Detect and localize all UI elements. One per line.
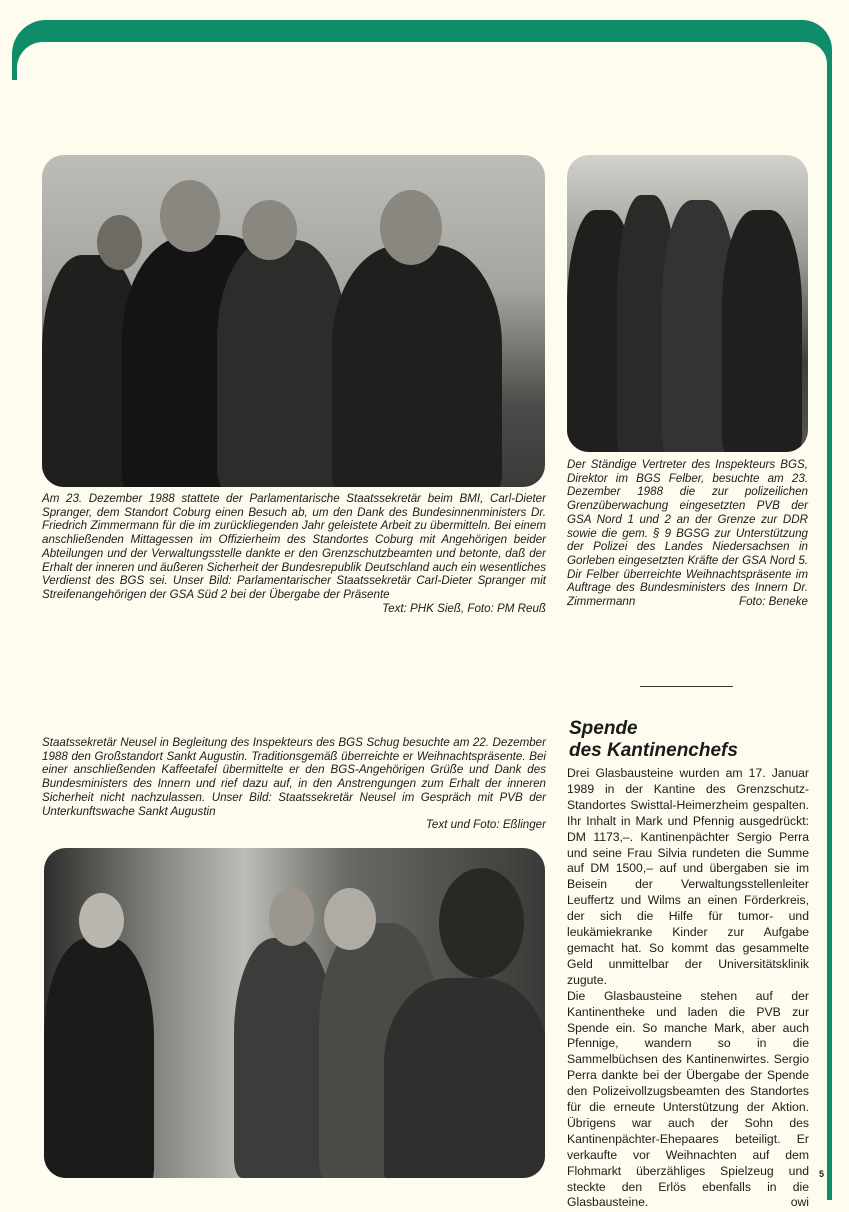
caption-neusel: Staatssekretär Neusel in Begleitung des Inspekteurs des BGS Schug besuchte am 22. Dezember 1988 den Großstandort Sankt Augustin. Traditionsgemäß überreichte er Weihnachtspräsente. Bei einer anschließenden Kaffeetafel übermittelte er den BGS-Angehörigen Grüße und Dank des Bundesministers des Innern und rief dazu auf, in den Anstrengungen zum Erhalt der inneren Sicherheit nicht nachzulassen. Unser Bild: Staatssekretär Neusel im Gespräch mit PVB der Unterkunftswache Sankt Augustin Text und Foto: Eßlinger [42, 736, 546, 832]
section-divider [640, 686, 733, 687]
article-headline: Spende des Kantinenchefs [569, 718, 738, 761]
green-frame-edge [827, 60, 832, 1200]
photo-credit: Text und Foto: Eßlinger [425, 818, 546, 832]
article-body [567, 766, 809, 1211]
caption-coburg: Am 23. Dezember 1988 stattete der Parlamentarische Staatssekretär beim BMI, Carl-Dieter Spranger, dem Standort Coburg einen Besuch ab, um den Dank des Bundesinnenministers Dr. Friedrich Zimmermann für die im zurückliegenden Jahr geleistete Arbeit zu übermitteln. Bei einem anschließenden Mittagessen im Offizierheim des Standortes Coburg mit Angehörigen beider Abteilungen und der Verwaltungsstelle dankte er den Grenzschutzbeamten und betonte, daß der Erhalt der inneren und äußeren Sicherheit der Bundesrepublik Deutschland auch ein wesentliches Verdienst des BGS sei. Unser Bild: Parlamentarischer Staatssekretär Carl-Dieter Spranger mit Streifenangehörigen der GSA Süd 2 bei der Übergabe der Präsente Text: PHK Sieß, Foto: PM Reuß [42, 492, 546, 615]
photo-felber-visit [567, 155, 808, 452]
article-paragraph: Die Glasbausteine stehen auf der Kantinentheke und laden die PVB zur Spende ein. So manche Mark, aber auch Pfennige, wandern so in die Sammelbüchsen des Kantinenwirtes. Sergio Perra dankte bei der Übergabe der Spende den Polizeivollzugsbeamten des Standortes für die erneute Unterstützung der Aktion. Übrigens war auch der Sohn des Kantinenpächter-Ehepaares beteiligt. Er verkaufte vor Weihnachten auf dem Flohmarkt überzähliges Spielzeug und steckte den Erlös ebenfalls in die Glasbausteine. owi [567, 988, 809, 1210]
photo-credit: Foto: Beneke [739, 595, 808, 609]
caption-felber: Der Ständige Vertreter des Inspekteurs BGS, Direktor im BGS Felber, besuchte am 23. Dezember 1988 die zur polizeilichen Grenzüberwachung eingesetzten PVB der GSA Nord 1 und 2 an der Grenze zur DDR sowie die gem. § 9 BGSG zur Unterstützung der Polizei des Landes Niedersachsen in Gorleben eingesetzten Kräfte der GSA Nord 5. Dir Felber überreichte Weihnachtspräsente im Auftrage des Bundesministers des Innern Dr. Zimmermann Foto: Beneke [567, 458, 808, 609]
photo-coburg-visit [42, 155, 545, 487]
photo-credit: Text: PHK Sieß, Foto: PM Reuß [382, 601, 546, 615]
page-number: 5 [819, 1169, 825, 1179]
article-paragraph: Drei Glasbausteine wurden am 17. Januar 1989 in der Kantine des Grenzschutz-Standortes Swisttal-Heimerzheim gespalten. Ihr Inhalt in Mark und Pfennig ausgedrückt: DM 1173,–. Kantinenpächter Sergio Perra und seine Frau Silvia rundeten die Summe auf DM 1500,– auf und übergaben sie im Beisein der Verwaltungsstellenleiter Leuffertz und Wilms an einen Förderkreis, der sich die Hilfe für tumor- und leukämiekranke Kinder zur Aufgabe gemacht hat. So kommt das gesammelte Geld unmittelbar der Universitätsklinik zugute. [567, 766, 809, 987]
photo-neusel-visit [44, 848, 545, 1178]
author-initials: owi [790, 1195, 809, 1210]
